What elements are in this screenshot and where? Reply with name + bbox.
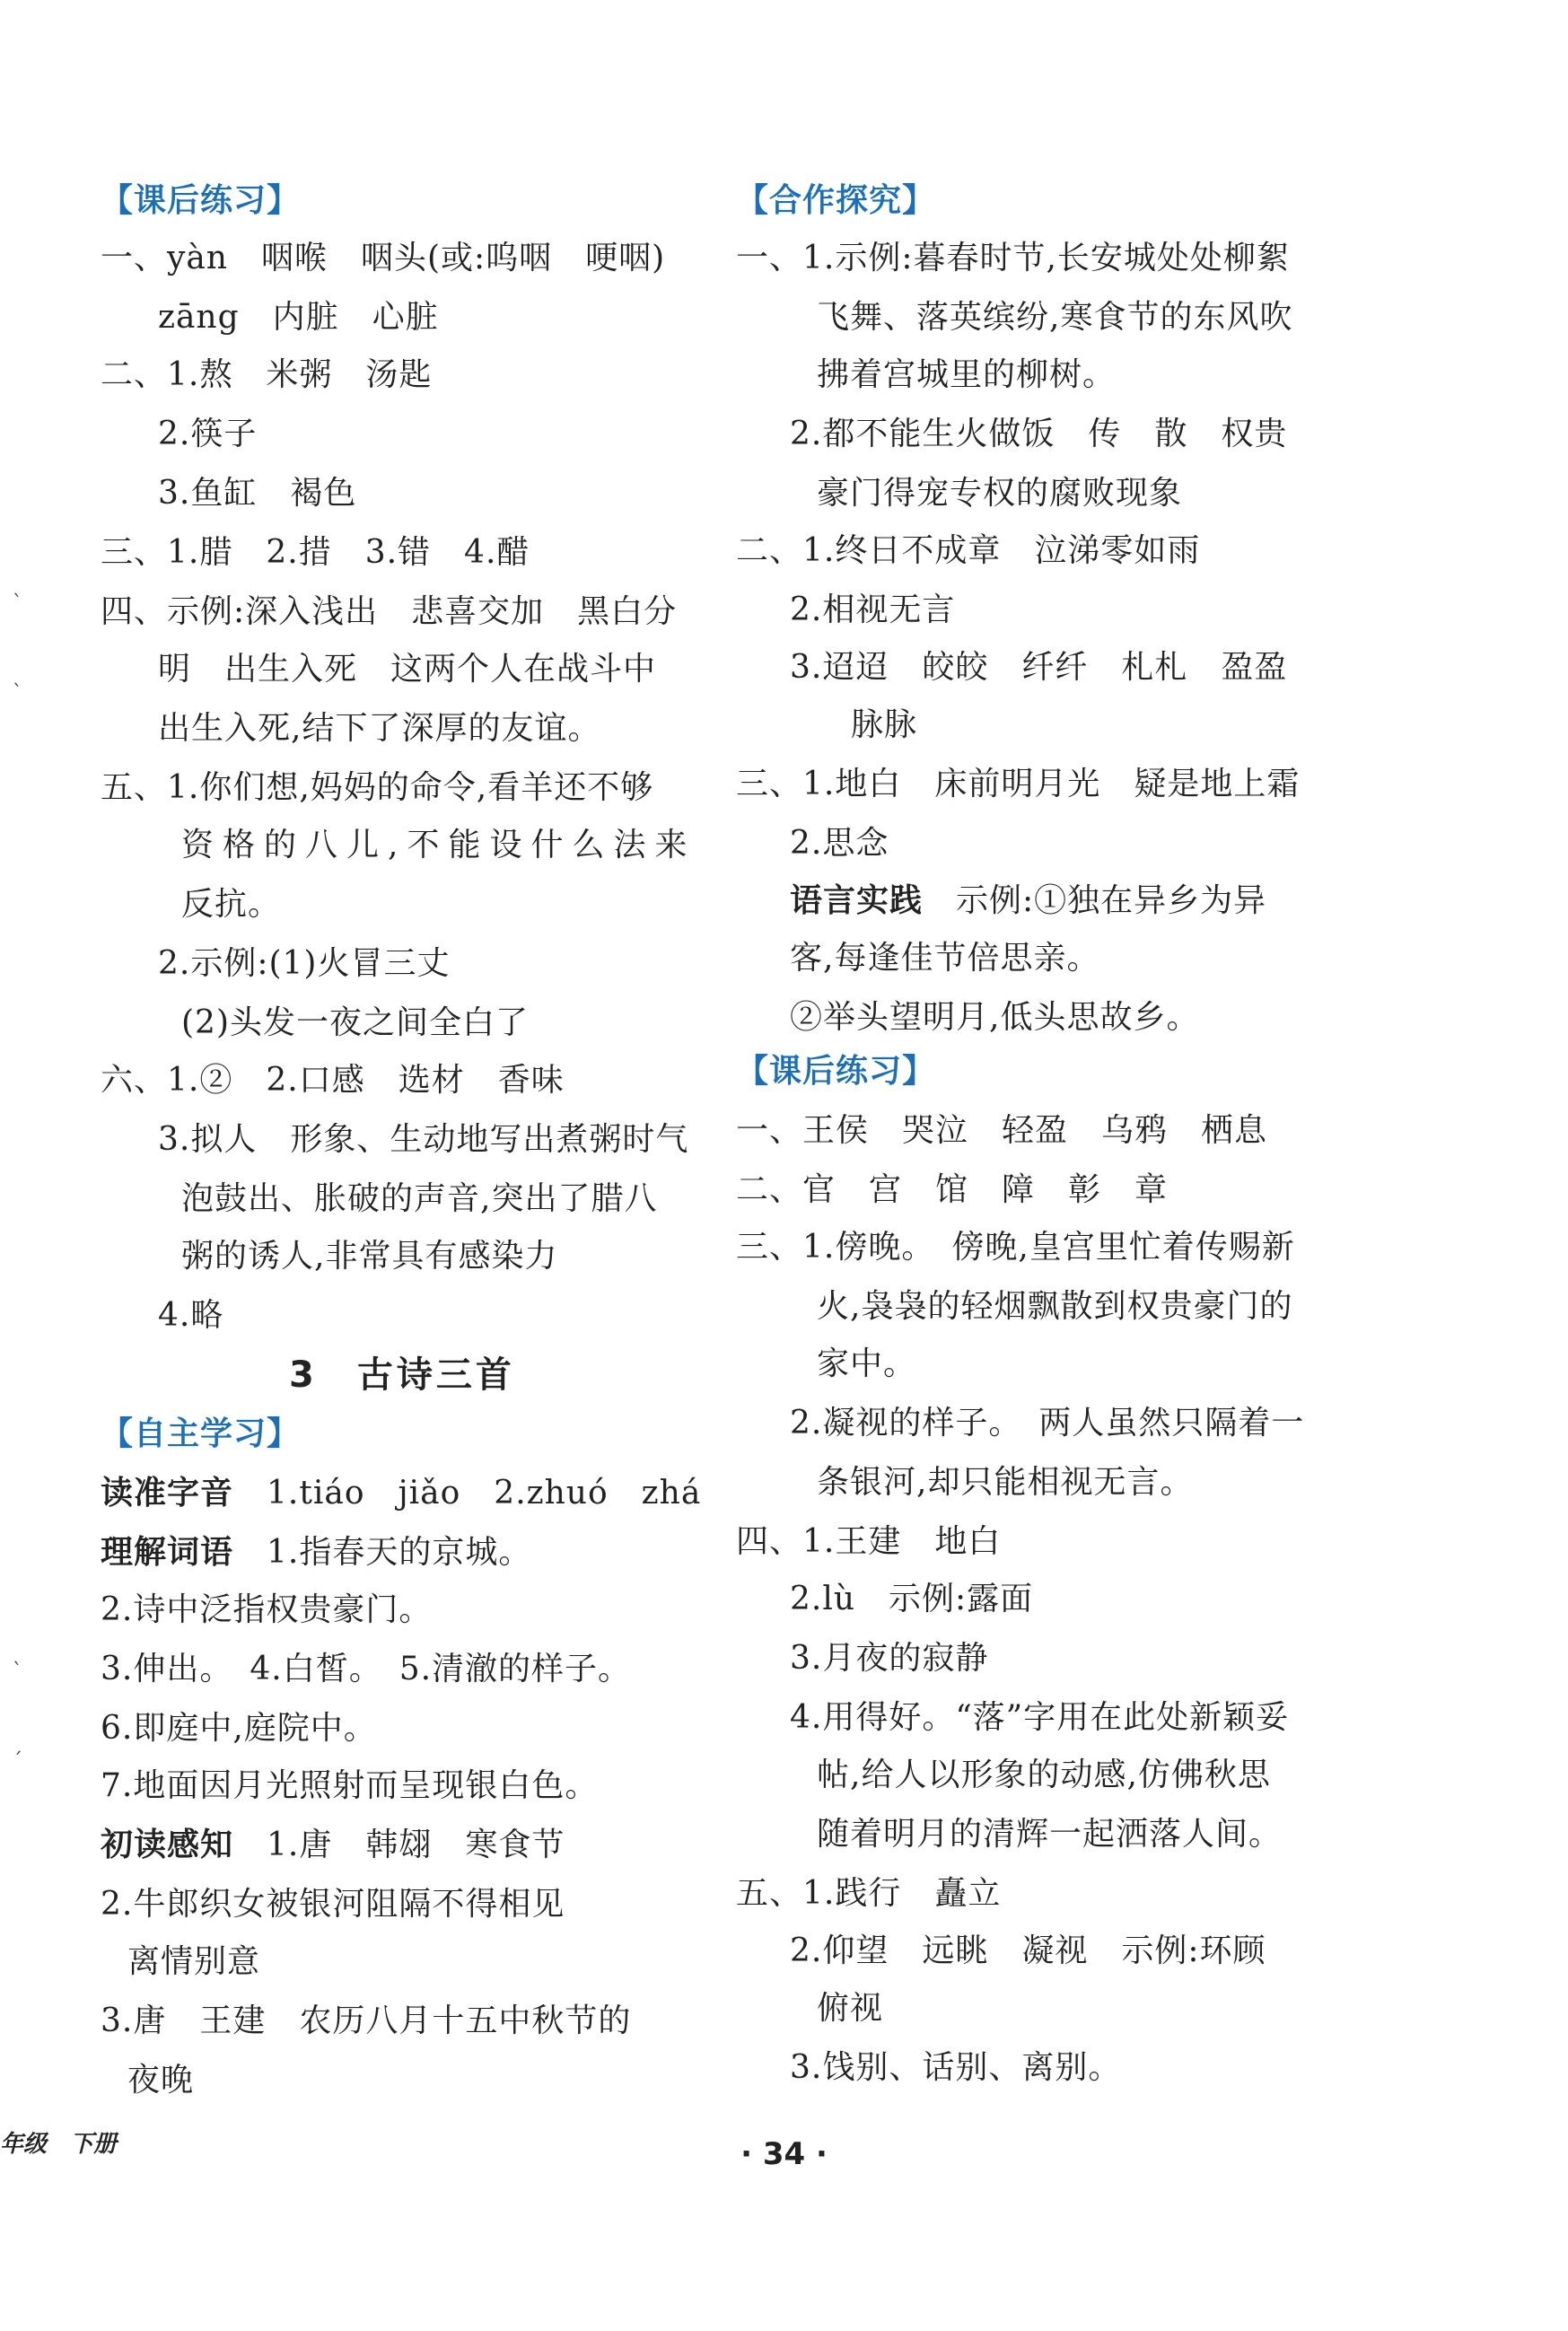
margin-mark: ˊ	[13, 1750, 22, 1773]
answer-line: 3.唐 王建 农历八月十五中秋节的	[101, 2002, 632, 2039]
answer-line: 二、1.熬 米粥 汤匙	[101, 356, 433, 393]
answer-text: 示例:①独在异乡为异	[956, 882, 1267, 919]
answer-line: (2)头发一夜之间全白了	[181, 1004, 529, 1041]
answer-text: 1.tiáo jiǎo 2.zhuó zhá	[267, 1475, 702, 1512]
answer-line: 三、1.腊 2.措 3.错 4.醋	[101, 534, 530, 571]
lesson-title: 3 古诗三首	[289, 1354, 515, 1396]
margin-mark: ˋ	[13, 592, 22, 615]
answer-line: 离情别意	[127, 1943, 261, 1980]
answer-line: 2.筷子	[158, 416, 258, 452]
answer-line: 2.相视无言	[790, 592, 956, 628]
answer-line: zāng 内脏 心脏	[158, 299, 439, 336]
answer-line: 2.示例:(1)火冒三丈	[158, 945, 451, 982]
grade-label: 年级 下册	[0, 2131, 118, 2158]
answer-line: 一、yàn 咽喉 咽头(或:呜咽 哽咽)	[101, 240, 666, 276]
answer-line: ②举头望明月,低头思故乡。	[790, 999, 1200, 1036]
answer-line	[101, 1531, 531, 1574]
answer-line: 家中。	[817, 1345, 917, 1382]
answer-line: 2.仰望 远眺 凝视 示例:环顾	[790, 1932, 1266, 1969]
answer-line: 脉脉	[851, 706, 918, 743]
answer-line: 一、1.示例:暮春时节,长安城处处柳絮	[736, 240, 1290, 276]
answer-line: 7.地面因月光照射而呈现银白色。	[101, 1767, 599, 1804]
section-header: 【课后练习】	[101, 182, 301, 219]
section-header: 【自主学习】	[101, 1415, 301, 1452]
answer-line: 资格的八儿,不能设什么法来	[181, 827, 696, 863]
answer-line: 三、1.地白 床前明月光 疑是地上霜	[736, 766, 1301, 802]
answer-line: 二、官 宫 馆 障 彰 章	[736, 1171, 1169, 1208]
answer-line: 飞舞、落英缤纷,寒食节的东风吹	[817, 299, 1293, 336]
answer-line: 俯视	[817, 1990, 884, 2027]
item-label: 理解词语	[101, 1534, 234, 1571]
item-label: 读准字音	[101, 1475, 234, 1512]
answer-line: 五、1.你们想,妈妈的命令,看羊还不够	[101, 769, 654, 806]
answer-text: 1.指春天的京城。	[267, 1534, 532, 1571]
margin-mark: ˋ	[13, 1661, 22, 1683]
answer-line: 粥的诱人,非常具有感染力	[181, 1238, 558, 1275]
answer-line: 夜晚	[127, 2062, 195, 2099]
answer-line	[101, 1472, 701, 1515]
answer-line: 二、1.终日不成章 泣涕零如雨	[736, 532, 1201, 569]
answer-line: 泡鼓出、胀破的声音,突出了腊八	[181, 1180, 658, 1217]
answer-line: 4.用得好。“落”字用在此处新颖妥	[790, 1699, 1290, 1736]
answer-line: 五、1.践行 矗立	[736, 1875, 1002, 1912]
answer-line: 2.思念	[790, 825, 889, 862]
answer-line: 3.饯别、话别、离别。	[790, 2049, 1122, 2086]
answer-line: 出生入死,结下了深厚的友谊。	[158, 710, 601, 747]
answer-line: 一、王侯 哭泣 轻盈 乌鸦 栖息	[736, 1112, 1268, 1149]
answer-line: 火,袅袅的轻烟飘散到权贵豪门的	[817, 1288, 1293, 1325]
answer-line: 3.拟人 形象、生动地写出煮粥时气	[158, 1121, 689, 1158]
answer-line: 6.即庭中,庭院中。	[101, 1710, 377, 1747]
answer-line: 2.凝视的样子。 两人虽然只隔着一	[790, 1405, 1305, 1442]
answer-text: 1.唐 韩翃 寒食节	[267, 1827, 565, 1863]
answer-line	[790, 880, 1266, 923]
answer-line: 豪门得宠专权的腐败现象	[817, 475, 1183, 512]
margin-mark: ˋ	[13, 682, 22, 705]
answer-line	[101, 1824, 565, 1867]
answer-line: 2.牛郎织女被银河阻隔不得相见	[101, 1886, 565, 1923]
answer-line: 4.略	[158, 1297, 224, 1334]
answer-line: 2.lù 示例:露面	[790, 1581, 1034, 1617]
section-header: 【合作探究】	[736, 182, 936, 219]
item-label: 初读感知	[101, 1827, 234, 1863]
answer-line: 反抗。	[181, 886, 282, 923]
page-number: · 34 ·	[740, 2136, 828, 2172]
answer-line: 六、1.② 2.口感 选材 香味	[101, 1062, 565, 1099]
answer-line: 帖,给人以形象的动感,仿佛秋思	[817, 1757, 1271, 1793]
answer-line: 四、1.王建 地白	[736, 1523, 1002, 1560]
answer-line: 随着明月的清辉一起洒落人间。	[817, 1816, 1283, 1853]
item-label: 语言实践	[790, 882, 924, 919]
answer-line: 2.诗中泛指权贵豪门。	[101, 1591, 433, 1628]
answer-line: 客,每逢佳节倍思亲。	[790, 940, 1100, 977]
answer-line: 拂着宫城里的柳树。	[817, 356, 1117, 393]
answer-line: 四、示例:深入浅出 悲喜交加 黑白分	[101, 593, 678, 630]
answer-line: 2.都不能生火做饭 传 散 权贵	[790, 416, 1288, 452]
answer-line: 条银河,却只能相视无言。	[817, 1464, 1194, 1501]
answer-line: 明 出生入死 这两个人在战斗中	[158, 651, 657, 688]
answer-line: 3.月夜的寂静	[790, 1640, 989, 1677]
section-header: 【课后练习】	[736, 1053, 936, 1090]
answer-line: 3.鱼缸 褐色	[158, 475, 357, 512]
answer-line: 3.伸出。 4.白皙。 5.清澈的样子。	[101, 1651, 632, 1687]
answer-line: 三、1.傍晚。 傍晚,皇宫里忙着传赐新	[736, 1229, 1295, 1266]
answer-line: 3.迢迢 皎皎 纤纤 札札 盈盈	[790, 649, 1288, 686]
